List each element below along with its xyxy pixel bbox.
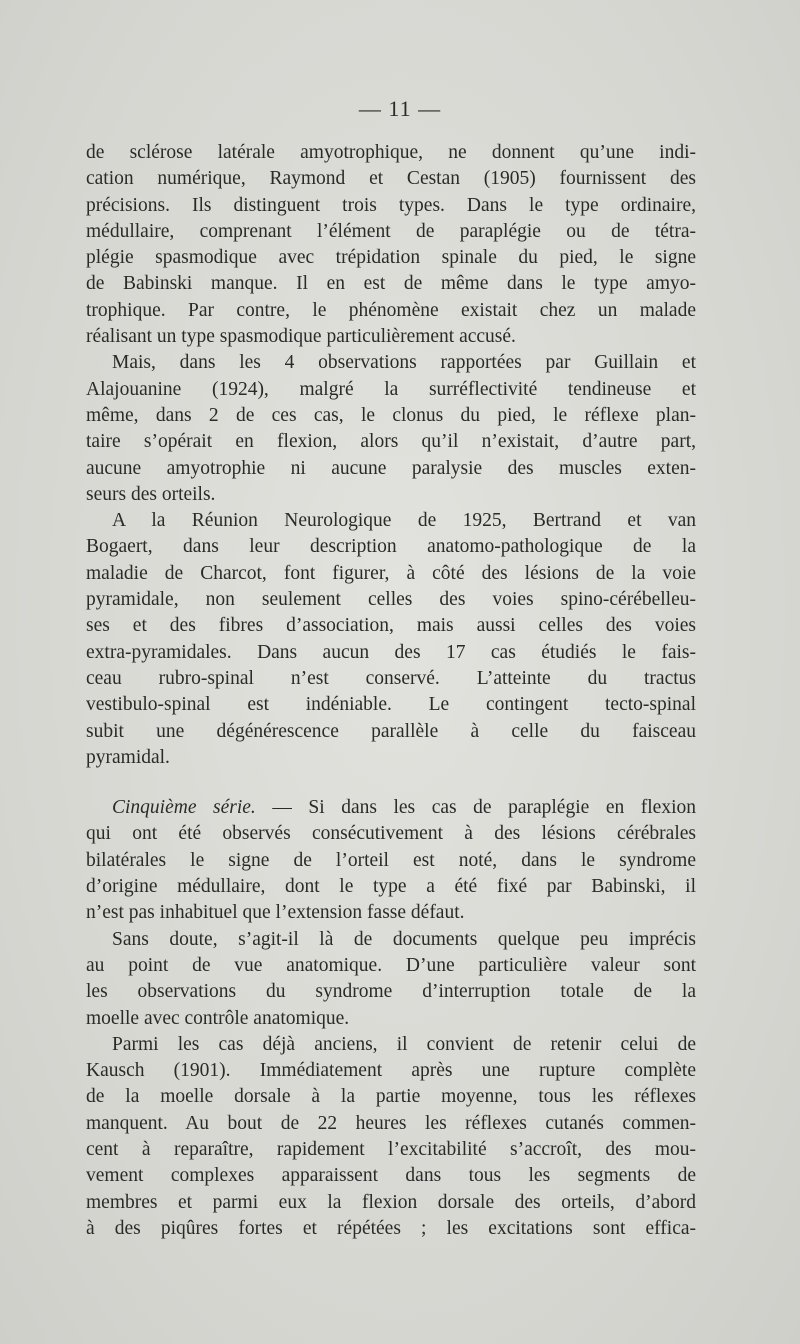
text-line: A la Réunion Neurologique de 1925, Bertrand et van bbox=[112, 510, 696, 532]
text-line: de la moelle dorsale à la partie moyenne, tous les réflexes bbox=[86, 1086, 696, 1108]
text-line: ceau rubro-spinal n’est conservé. L’atteinte du tractus bbox=[86, 667, 696, 689]
text-line: Bogaert, dans leur description anatomo-pathologique de la bbox=[86, 536, 696, 558]
section-gap bbox=[86, 771, 696, 795]
text-line: Kausch (1901). Immédiatement après une rupture complète bbox=[86, 1060, 696, 1082]
text-line: membres et parmi eux la flexion dorsale des orteils, d’abord bbox=[86, 1191, 696, 1213]
paragraph bbox=[86, 795, 696, 926]
text-line: moelle avec contrôle anatomique. bbox=[86, 1007, 350, 1029]
text-line: au point de vue anatomique. D’une particulière valeur sont bbox=[86, 954, 696, 976]
text-line: subit une dégénérescence parallèle à celle du faisceau bbox=[86, 720, 696, 742]
text-line: précisions. Ils distinguent trois types. Dans le type ordinaire, bbox=[86, 194, 696, 216]
text-line: manquent. Au bout de 22 heures les réflexes cutanés commen- bbox=[86, 1112, 696, 1134]
text-line: d’origine médullaire, dont le type a été fixé par Babinski, il bbox=[86, 876, 696, 898]
text-line: seurs des orteils. bbox=[86, 483, 216, 505]
paragraph bbox=[86, 927, 696, 1032]
text-line: n’est pas inhabituel que l’extension fasse défaut. bbox=[86, 902, 465, 924]
series-heading: Cinquième série. bbox=[112, 797, 256, 819]
text-line: extra-pyramidales. Dans aucun des 17 cas étudiés le fais- bbox=[86, 641, 696, 663]
text-line: plégie spasmodique avec trépidation spinale du pied, le signe bbox=[86, 247, 696, 269]
page-number: — 11 — bbox=[358, 96, 442, 121]
text-line: ses et des fibres d’association, mais aussi celles des voies bbox=[86, 615, 696, 637]
text-line: même, dans 2 de ces cas, le clonus du pied, le réflexe plan- bbox=[86, 404, 696, 426]
text-line: aucune amyotrophie ni aucune paralysie des muscles exten- bbox=[86, 457, 696, 479]
text-line: pyramidale, non seulement celles des voies spino-cérébelleu- bbox=[86, 589, 696, 611]
text-line: trophique. Par contre, le phénomène existait chez un malade bbox=[86, 299, 696, 321]
text-line: Sans doute, s’agit-il là de documents quelque peu imprécis bbox=[112, 928, 696, 950]
text-line: à des piqûres fortes et répétées ; les excitations sont effica- bbox=[86, 1217, 696, 1239]
text-line: vestibulo-spinal est indéniable. Le contingent tecto-spinal bbox=[86, 694, 696, 716]
paragraph bbox=[86, 1032, 696, 1242]
text-line: taire s’opérait en flexion, alors qu’il n’existait, d’autre part, bbox=[86, 431, 696, 453]
paragraph bbox=[86, 508, 696, 771]
text-line: Mais, dans les 4 observations rapportées par Guillain et bbox=[112, 352, 696, 374]
body-text bbox=[86, 140, 696, 1242]
text-line: maladie de Charcot, font figurer, à côté des lésions de la voie bbox=[86, 562, 696, 584]
text-line: de Babinski manque. Il en est de même dans le type amyo- bbox=[86, 273, 696, 295]
paragraph bbox=[86, 140, 696, 350]
text-line: réalisant un type spasmodique particulièrement accusé. bbox=[86, 326, 516, 348]
text-fragment: — Si dans les cas de paraplégie en flexion bbox=[255, 797, 697, 819]
text-line: Parmi les cas déjà anciens, il convient de retenir celui de bbox=[112, 1033, 696, 1055]
text-line bbox=[86, 795, 696, 821]
text-line: médullaire, comprenant l’élément de paraplégie ou de tétra- bbox=[86, 220, 696, 242]
text-line: Alajouanine (1924), malgré la surréflectivité tendineuse et bbox=[86, 378, 696, 400]
text-line: les observations du syndrome d’interruption totale de la bbox=[86, 981, 696, 1003]
text-line: pyramidal. bbox=[86, 746, 170, 768]
text-line: bilatérales le signe de l’orteil est noté, dans le syndrome bbox=[86, 849, 696, 871]
text-line: qui ont été observés consécutivement à des lésions cérébrales bbox=[86, 823, 696, 845]
text-line: vement complexes apparaissent dans tous les segments de bbox=[86, 1165, 696, 1187]
paragraph bbox=[86, 350, 696, 508]
text-line: cent à reparaître, rapidement l’excitabilité s’accroît, des mou- bbox=[86, 1138, 696, 1160]
text-line: de sclérose latérale amyotrophique, ne donnent qu’une indi- bbox=[86, 142, 696, 163]
text-line: cation numérique, Raymond et Cestan (1905) fournissent des bbox=[86, 168, 696, 190]
